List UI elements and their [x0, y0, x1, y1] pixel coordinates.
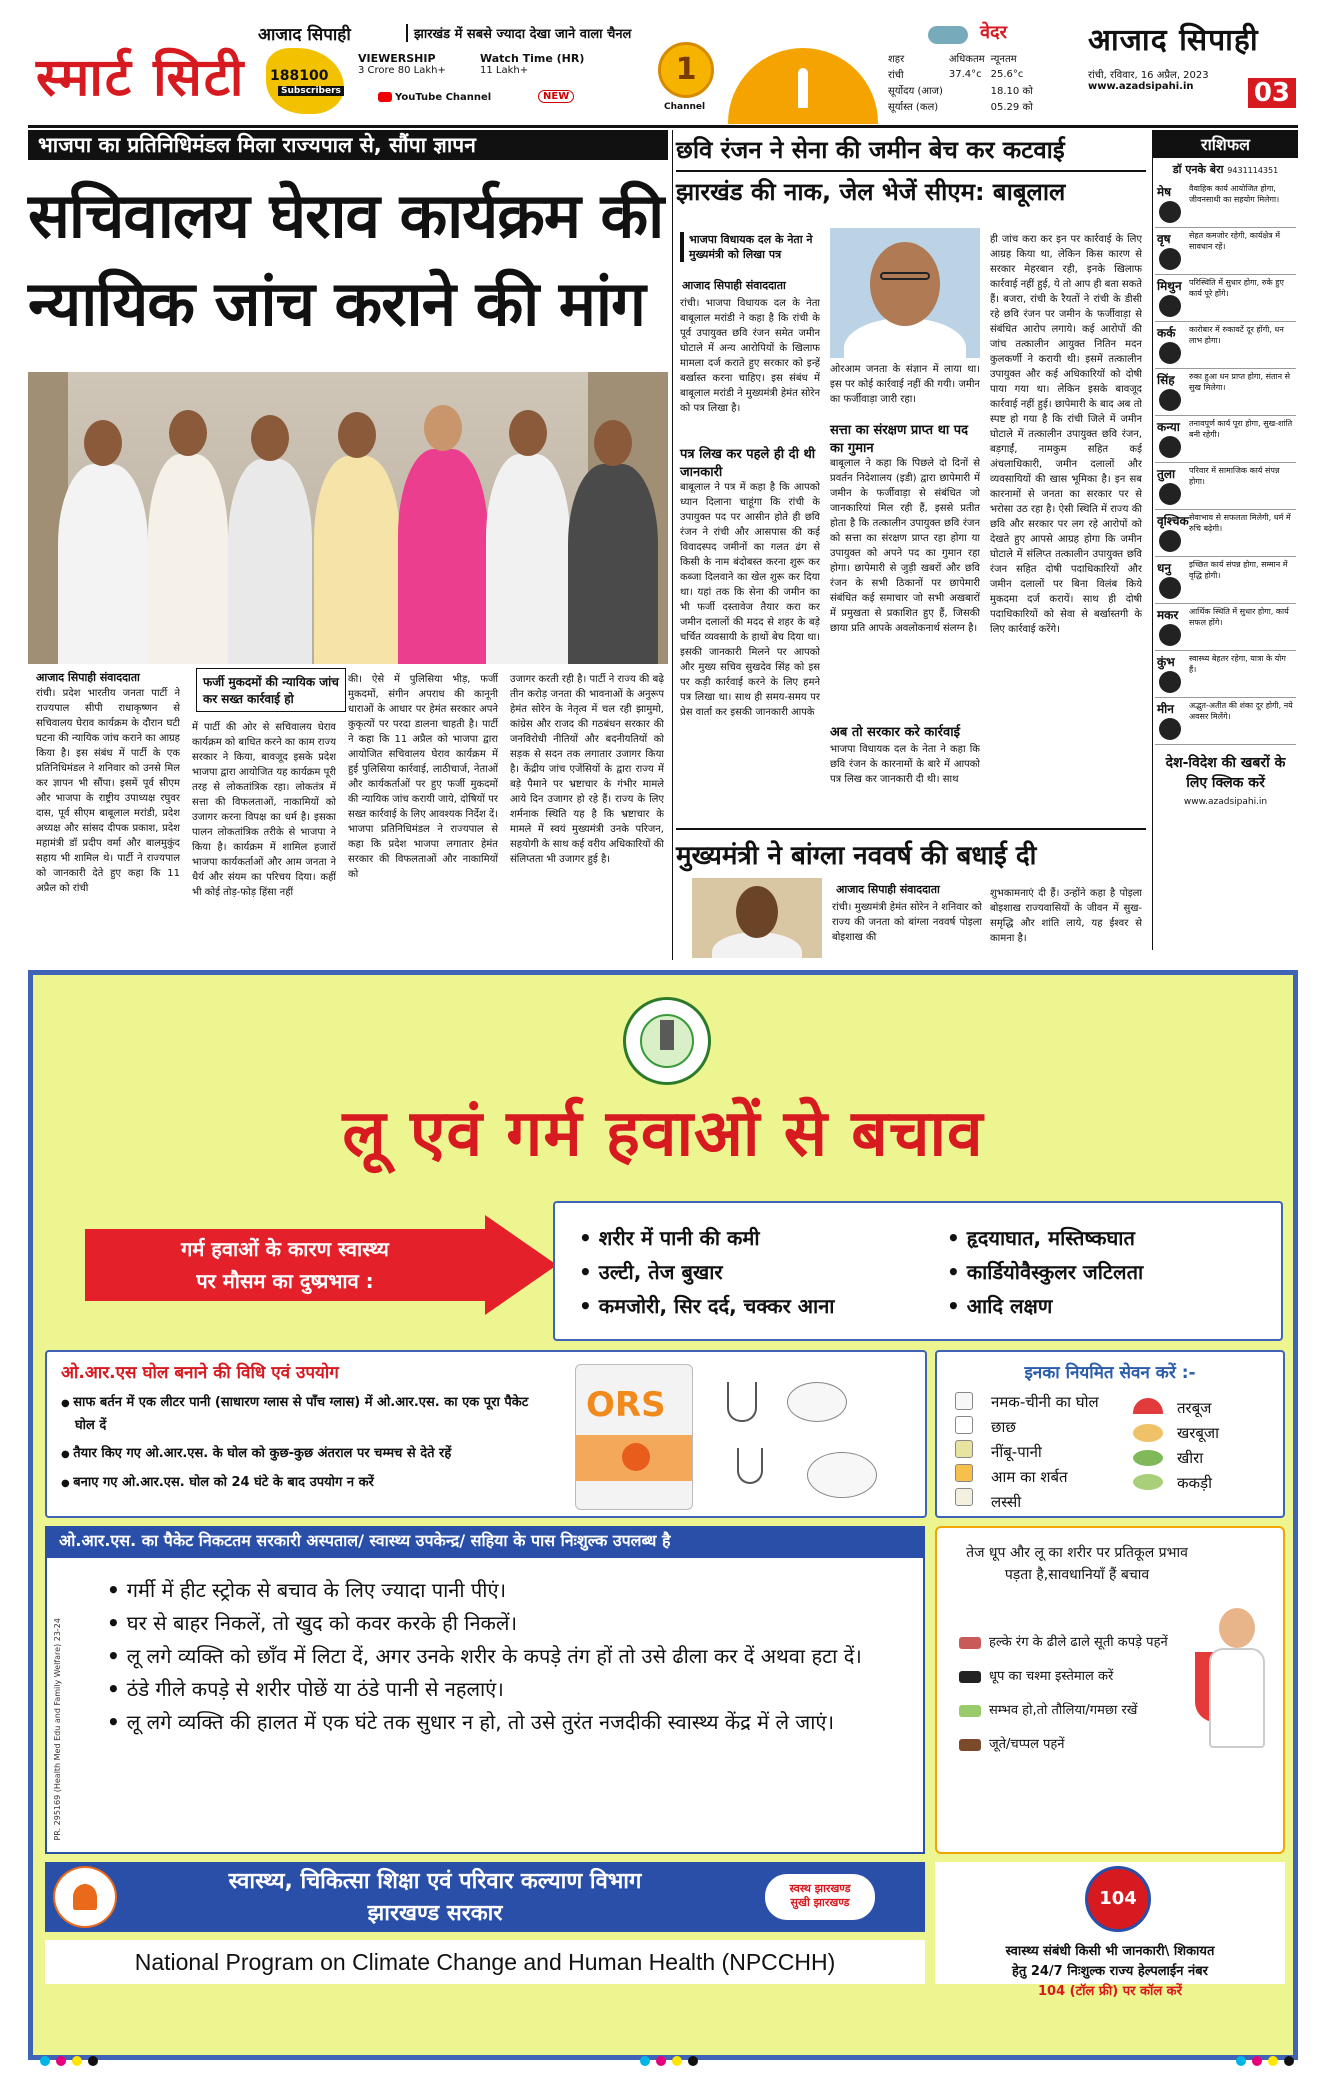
cm-column: शुभकामनाएं दी हैं। उन्होंने कहा है पोइला बोइशाख राज्यवासियों के जीवन में सुख-समृद्धि और शांति लाये, यह ईश्वर से कामना है। — [990, 888, 1142, 944]
sunset-time: 05.29 को — [990, 102, 1033, 113]
registration-mark — [56, 2056, 66, 2066]
weather-title: वेदर — [980, 22, 1007, 43]
heatwave-advertisement — [28, 970, 1298, 2060]
subscribers-label: Subscribers — [278, 86, 344, 96]
buttermilk-icon — [955, 1416, 973, 1434]
weather-header: अधिकतम — [948, 54, 985, 65]
center-column: भाजपा विधायक दल के नेता ने कहा कि छवि रंजन के कारनामों के बारे में आपको पत्र लिख कर जानकारी दी थी। साथ — [830, 744, 980, 785]
jar-icon — [955, 1392, 973, 1410]
delegation-photo — [28, 372, 668, 664]
sun-tip-text: जूते/चप्पल पहनें — [989, 1737, 1065, 1752]
rashi-text: कारोबार में रुकावटें दूर होंगी, धन लाभ होगा। — [1189, 325, 1284, 345]
ors-step: ● साफ बर्तन में एक लीटर पानी (साधारण ग्लास से पाँच ग्लास) में ओ.आर.एस. का एक पूरा पैकेट घोल दें — [61, 1392, 531, 1437]
arrow-line-1: गर्म हवाओं के कारण स्वास्थ्य — [181, 1237, 389, 1261]
rashifal-author — [1153, 162, 1298, 177]
babulal-photo — [830, 228, 980, 358]
rashi-text: तनावपूर्ण कार्य पूरा होगा, सुख-शांति बनी रहेगी। — [1189, 419, 1293, 439]
sun-tip-text: हल्के रंग के ढीले ढाले सूती कपड़े पहनें — [989, 1635, 1168, 1650]
zodiac-icon — [1159, 295, 1181, 317]
diet-right-list — [1177, 1396, 1219, 1496]
helpline-line-1: स्वास्थ्य संबंधी किसी भी जानकारी\ शिकायत — [1005, 1944, 1215, 1959]
ridge-cucumber-icon — [1133, 1474, 1163, 1490]
shoe-icon — [959, 1739, 981, 1751]
nhm-logo-icon — [53, 1866, 117, 1928]
story-byline: आजाद सिपाही संवाददाता — [36, 671, 140, 684]
rashi-sign: मीन — [1157, 702, 1174, 716]
effects-arrow — [85, 1215, 561, 1315]
rashi-sign: तुला — [1157, 467, 1176, 481]
registration-mark — [656, 2056, 666, 2066]
rashi-text: आर्थिक स्थिति में सुधार होगा, कार्य सफल होंगे। — [1189, 607, 1289, 627]
symptoms-box — [553, 1201, 1283, 1341]
weather-city: रांची — [888, 70, 904, 81]
rashi-sign: कुंभ — [1157, 655, 1175, 669]
diet-item: नींबू-पानी — [991, 1443, 1042, 1461]
story-column: में पार्टी की ओर से सचिवालय घेराव कार्यक्रम को बाधित करने का काम राज्य सरकार ने किया, बावजूद इसके प्रदेश भाजपा द्वारा आयोजित यह कार्यक्रम पूरी तरह से लोकतांत्रिक रहा। लोकतंत्र में सत्ता की विफलताओं, नाकामियों को उजागर करना विपक्ष का धर्म है। इसका पालन लोकतांत्रिक तरीके से भाजपा ने किया है। कार्यक्रम में शामिल हजारों भाजपा कार्यकर्ताओं और आम जनता ने धैर्य और संयम का परिचय दिया। कहीं भी कोई तोड़-फोड़ हिंसा नहीं — [192, 722, 336, 898]
sun-tip-item — [959, 1626, 1168, 1660]
watermelon-icon — [1133, 1398, 1163, 1414]
rashi-item — [1155, 698, 1296, 745]
symptom-item: • कार्डियोवैस्कुलर जटिलता — [947, 1255, 1143, 1289]
section-title: स्मार्ट सिटी — [36, 48, 246, 108]
arrow-line-2: पर मौसम का दुष्प्रभाव : — [196, 1269, 374, 1293]
department-line-2: झारखण्ड सरकार — [367, 1901, 503, 1926]
tip-item: • घर से बाहर निकलें, तो खुद को कवर करके ही निकलें। — [107, 1607, 907, 1640]
ors-step: ● तैयार किए गए ओ.आर.एस. के घोल को कुछ-कुछ अंतराल पर चम्मच से देते रहें — [61, 1443, 531, 1466]
department-strip — [45, 1862, 925, 1932]
center-headline-line-1: छवि रंजन ने सेना की जमीन बेच कर कटवाई — [676, 130, 1146, 172]
bowl-spoon-icon — [807, 1452, 877, 1498]
rank-caption: Channel — [664, 102, 706, 112]
rashifal-list — [1153, 181, 1298, 745]
weather-header: शहर — [888, 54, 905, 65]
rashi-text: अद्भुत-अतीत की शंका दूर होगी, नये अवसर मिलेंगे। — [1189, 701, 1293, 721]
registration-mark — [1284, 2056, 1294, 2066]
rashi-sign: वृष — [1157, 232, 1171, 246]
mango-drink-icon — [955, 1464, 973, 1482]
diet-item: आम का शर्बत — [991, 1468, 1068, 1486]
bowl-icon — [787, 1382, 847, 1422]
subscribers-count: 188100 — [270, 68, 329, 84]
channel-name: आजाद सिपाही — [258, 25, 351, 45]
zodiac-icon — [1159, 342, 1181, 364]
diet-item: लस्सी — [991, 1493, 1022, 1511]
tip-item: • ठंडे गीले कपड़े से शरीर पोछें या ठंडे पानी से नहलाएं। — [107, 1673, 907, 1706]
viewership-stat — [358, 52, 446, 76]
jharkhand-emblem-icon — [623, 997, 711, 1085]
swasth-jharkhand-logo — [765, 1874, 875, 1920]
center-headline — [676, 130, 1146, 212]
glass-icon — [727, 1382, 757, 1422]
helpline-line-2: हेतु 24/7 निःशुल्क राज्य हेल्पलाईन नंबर — [1012, 1964, 1208, 1979]
zodiac-icon — [1159, 483, 1181, 505]
center-subhead: सत्ता का संरक्षण प्राप्त था पद का गुमान — [830, 423, 969, 456]
center-byline: आजाद सिपाही संवाददाता — [682, 279, 786, 292]
rashi-item — [1155, 604, 1296, 651]
center-subhead: पत्र लिख कर पहले ही दी थी जानकारी — [680, 447, 816, 480]
ors-packet-icon — [575, 1364, 693, 1510]
channel-tagline: झारखंड में सबसे ज्यादा देखा जाने वाला चैनल — [406, 24, 631, 42]
department-name — [125, 1866, 745, 1930]
shirt-icon — [959, 1637, 981, 1649]
rank-number: 1 — [675, 52, 697, 87]
masthead — [28, 18, 1298, 128]
sun-tip-text: धूप का चश्मा इस्तेमाल करें — [989, 1669, 1114, 1684]
rashi-item — [1155, 181, 1296, 228]
zodiac-icon — [1159, 577, 1181, 599]
rashi-text: सेहत कमजोर रहेगी, कार्यक्षेत्र में सावधान रहें। — [1189, 231, 1281, 251]
rashi-item — [1155, 369, 1296, 416]
sunset-label: सूर्यास्त (कल) — [888, 102, 939, 113]
symptom-item: • आदि लक्षण — [947, 1289, 1143, 1323]
cm-byline: आजाद सिपाही संवाददाता — [836, 883, 940, 896]
symptom-item: • हृदयाघात, मस्तिष्कघात — [947, 1221, 1143, 1255]
tip-item: • लू लगे व्यक्ति की हालत में एक घंटे तक सुधार न हो, तो उसे तुरंत नजदीकी स्वास्थ्य केंद्र में ले जाएं। — [107, 1706, 907, 1739]
ors-heading: ओ.आर.एस घोल बनाने की विधि एवं उपयोग — [61, 1363, 339, 1383]
registration-mark — [88, 2056, 98, 2066]
tip-item: • लू लगे व्यक्ति को छाँव में लिटा दें, अगर उनके शरीर के कपड़े तंग हों तो उसे ढीला कर दें अथवा हटा दें। — [107, 1640, 907, 1673]
rashi-text: सेवाभाव से सफलता मिलेगी, धर्म में रुचि बढ़ेगी। — [1189, 513, 1291, 533]
symptom-item: • शरीर में पानी की कमी — [579, 1221, 834, 1255]
center-column: बाबूलाल ने पत्र में कहा है कि आपको ध्यान दिलाना चाहूंगा कि रांची के उपायुक्त पद पर आसीन होते ही छवि रंजन ने रांची और आसपास की कई विवादस्पद जमीनों का गलत ढंग से किसी के नाम बंदोबस्त करना शुरू कर कब्जा दिलवाने का खेल शुरू कर दिया था। यहां तक कि सेना की जमीन का भी फर्जी दस्तावेज तैयार करा कर जमीन दलालों की मदद से शहर के बड़े चर्चित व्यवसायी के हाथों बेच दिया था। इसकी जानकारी मिलने पर आपको और मुख्य सचिव सुखदेव सिंह को इस पर कड़ी कार्रवाई करने के लिए हमने पत्र लिखा था। साथ ही समय-समय पर प्रेस वार्ता कर इसकी जानकारी आपके — [680, 482, 820, 718]
rashi-item — [1155, 228, 1296, 275]
rashi-item — [1155, 557, 1296, 604]
weather-min: 25.6°c — [990, 68, 1024, 80]
rashi-item — [1155, 510, 1296, 557]
registration-mark — [1252, 2056, 1262, 2066]
center-subhead: अब तो सरकार करे कार्रवाई — [830, 725, 960, 740]
youtube-label: YouTube Channel — [395, 92, 492, 103]
rashi-text: परिवार में सामाजिक कार्य संपन्न होगा। — [1189, 466, 1280, 486]
ad-title: लू एवं गर्म हवाओं से बचाव — [342, 1097, 984, 1171]
tips-box — [45, 1556, 925, 1854]
page-number: 03 — [1248, 78, 1296, 108]
youtube-link[interactable] — [378, 92, 491, 103]
center-column: ही जांच करा कर इन पर कार्रवाई के लिए आग्रह किया था, लेकिन किस कारण से सरकार मेहरबान रही, इनके खिलाफ कार्रवाई नहीं हुई, ये तो आप ही बता सकते हैं। बजरा, रांची के रैयतों ने रांची के डीसी रहे छवि रंजन पर जमीन के फर्जीवाड़ा से संबंधित आरोप लगाये। कई आरोपों की जांच तत्कालीन आयुक्त नितिन मदन कुलकर्णी ने करायी थी। इसमें तत्कालीन उपायुक्त और कई अधिकारियों को दोषी पाया गया था। लेकिन इसके बावजूद कार्रवाई नहीं हुई। छापेमारी के बाद अब तो स्पष्ट हो गया है कि रांची जिले में जमीन घोटाले में तत्कालीन उपायुक्त छवि रंजन, बड़गाईं, नामकुम सहित कई अंचलाधिकारी, जमीन दलालों और व्यवसायियों की खास भूमिका है। इन सब कारनामों से जनता का सरकार पर से भरोसा उठ रहा है। ऐसी स्थिति में राज्य की छवि और सरकार पर लग रहे आरोपों को देखते हुए आपसे आग्रह होगा कि जमीन घोटाले में संलिप्त तत्कालीन उपायुक्त छवि रंजन सहित दोषी पदाधिकारियों और जमीन दलालों पर बिना विलंब किये मुकदमा दर्ज करायें। साथ ही दोषी पदाधिकारियों को सेवा से बर्खास्तगी के लिए कार्रवाई करेंगे। — [990, 234, 1142, 635]
story-kicker: भाजपा का प्रतिनिधिमंडल मिला राज्यपाल से, सौंपा ज्ञापन — [28, 130, 668, 160]
diet-box — [935, 1350, 1285, 1518]
zodiac-icon — [1159, 530, 1181, 552]
department-line-1: स्वास्थ्य, चिकित्सा शिक्षा एवं परिवार कल्याण विभाग — [228, 1869, 642, 1894]
registration-mark — [72, 2056, 82, 2066]
viewership-label: VIEWERSHIP — [358, 52, 436, 65]
zodiac-icon — [1159, 389, 1181, 411]
sunrise-time: 18.10 को — [990, 86, 1033, 97]
promo-url[interactable]: www.azadsipahi.in — [1183, 797, 1268, 807]
diet-heading: इनका नियमित सेवन करें :- — [1024, 1363, 1196, 1383]
ors-steps — [61, 1392, 531, 1501]
rashifal-title: राशिफल — [1153, 130, 1298, 158]
sun-precautions-box — [935, 1526, 1285, 1854]
rashi-item — [1155, 416, 1296, 463]
rashi-sign: मकर — [1157, 608, 1179, 622]
diet-left-list — [991, 1390, 1099, 1515]
registration-mark — [1236, 2056, 1246, 2066]
cm-headline: मुख्यमंत्री ने बांग्ला नववर्ष की बधाई दी — [676, 828, 1146, 872]
diet-item: नमक-चीनी का घोल — [991, 1393, 1099, 1411]
rashi-item — [1155, 275, 1296, 322]
center-column: बाबूलाल ने कहा कि पिछले दो दिनों से प्रवर्तन निदेशालय (इडी) द्वारा छापेमारी में जमीन के फर्जीवाड़ा से संबंधित जो जानकारियां मिल रही हैं, इससे प्रतीत होता है कि तत्कालीन उपायुक्त छवि रंजन को सत्ता का संरक्षण प्राप्त रहा होगा या उपायुक्त को अपने पद का गुमान रहा होगा। छापेमारी से जुड़ी खबरों और छवि रंजन के सभी ठिकानों पर छापेमारी संबंधित कई समाचार जो सभी अखबारों में प्रमुखता से प्रकाशित हुए हैं, जिसकी छाया प्रति आपके अवलोकनार्थ संलग्न है। — [830, 458, 980, 634]
jharkhand-map-icon — [266, 48, 344, 114]
rashi-item — [1155, 651, 1296, 698]
diet-item: तरबूज — [1177, 1399, 1212, 1417]
website-link[interactable]: www.azadsipahi.in — [1088, 81, 1194, 92]
rashi-text: रुका हुआ धन प्राप्त होगा, संतान से सुख मिलेगा। — [1189, 372, 1291, 392]
story-column: की। ऐसे में पुलिसिया भीड़, फर्जी मुकदमों, संगीन अपराध की कानूनी धाराओं के आधार पर हेमंत सरकार अपने कुकृत्यों पर परदा डालना चाहती है। पार्टी ने कहा कि 11 अप्रैल को भाजपा द्वारा आयोजित सचिवालय घेराव कार्यक्रम में हुई पुलिसिया कार्रवाई, लाठीचार्ज, नेताओं और कार्यकर्ताओं पर हुए फर्जी मुकदमों की न्यायिक जांच करायी जाये, दोषियों पर सख्त कार्रवाई के लिए आवश्यक निर्देश दें। भाजपा प्रतिनिधिमंडल ने राज्यपाल से कहा कि प्रदेश भाजपा लगातार हेमंत सरकार की विफलताओं और नाकामियों को — [348, 674, 498, 880]
jh-logo-line-2: सुखी झारखण्ड — [790, 1896, 850, 1909]
youtube-icon — [378, 92, 392, 102]
lemon-water-icon — [955, 1440, 973, 1458]
rashi-sign: मिथुन — [1157, 279, 1182, 293]
diet-item: खरबूजा — [1177, 1424, 1219, 1442]
zodiac-icon — [1159, 201, 1181, 223]
center-column: ओरआम जनता के संज्ञान में लाया था। इस पर कोई कार्रवाई नहीं की गयी। जमीन का फर्जीवाड़ा जारी रहा। — [830, 364, 980, 405]
sun-tip-item — [959, 1728, 1168, 1762]
watch-time-stat — [480, 52, 584, 76]
registration-mark — [672, 2056, 682, 2066]
center-headline-line-2: झारखंड की नाक, जेल भेजें सीएम: बाबूलाल — [676, 178, 1066, 206]
pen-sun-logo-icon — [728, 48, 878, 124]
cucumber-icon — [1133, 1450, 1163, 1466]
sun-heading: तेज धूप और लू का शरीर पर प्रतिकूल प्रभाव पड़ता है,सावधानियाँ हैं बचाव — [966, 1545, 1188, 1583]
sun-tip-text: सम्भव हो,तो तौलिया/गमछा रखें — [989, 1703, 1138, 1718]
cm-column: रांची। मुख्यमंत्री हेमंत सोरेन ने शनिवार को राज्य की जनता को बांग्ला नववर्ष पोइला बोइशाख की — [832, 902, 982, 943]
sun-tip-item — [959, 1660, 1168, 1694]
ors-pack-label: ORS — [586, 1385, 666, 1425]
rashi-item — [1155, 463, 1296, 510]
paper-name: आजाद सिपाही — [1088, 23, 1259, 58]
dateline: रांची, रविवार, 16 अप्रैल, 2023 — [1088, 70, 1209, 81]
author-name: डॉ एनके बेरा — [1172, 163, 1224, 176]
registration-mark — [640, 2056, 650, 2066]
sun-tips-list — [959, 1626, 1168, 1762]
rashi-text: स्वास्थ्य बेहतर रहेगा, यात्रा के योग हैं। — [1189, 654, 1286, 674]
release-number: PR. 295169 (Health Med Edu and Family Welfare) 23-24 — [53, 1618, 62, 1841]
watch-time-value: 11 Lakh+ — [480, 65, 529, 76]
diet-item: ककड़ी — [1177, 1474, 1212, 1492]
helpline-text — [945, 1942, 1275, 2002]
weather-max: 37.4°c — [948, 68, 982, 80]
doctor-illustration-icon — [1205, 1608, 1271, 1758]
rashi-sign: कर्क — [1157, 326, 1176, 340]
tip-item: • गर्मी में हीट स्ट्रोक से बचाव के लिए ज्यादा पानी पीएं। — [107, 1574, 907, 1607]
registration-mark — [40, 2056, 50, 2066]
column-divider — [672, 130, 673, 960]
diet-item: खीरा — [1177, 1449, 1204, 1467]
weather-header: न्यूनतम — [990, 54, 1017, 65]
helpline-box — [935, 1862, 1285, 1999]
news-click-promo[interactable]: देश-विदेश की खबरों के लिए क्लिक करें — [1165, 755, 1286, 791]
cm-photo — [692, 878, 822, 958]
cloud-icon — [928, 26, 968, 44]
rashi-sign: सिंह — [1157, 373, 1175, 387]
rashi-text: परिस्थिति में सुधार होगा, रुके हुए कार्य पूरे होंगे। — [1189, 278, 1284, 298]
headline-line-2: न्यायिक जांच कराने की मांग — [28, 267, 645, 340]
ors-box — [45, 1350, 927, 1518]
new-badge: NEW — [538, 90, 574, 103]
registration-mark — [1268, 2056, 1278, 2066]
ors-step: ● बनाए गए ओ.आर.एस. घोल को 24 घंटे के बाद उपयोग न करें — [61, 1472, 531, 1495]
jh-logo-line-1: स्वस्थ झारखण्ड — [789, 1882, 851, 1895]
free-ors-bar: ओ.आर.एस. का पैकेट निकटतम सरकारी अस्पताल/ स्वास्थ्य उपकेन्द्र/ सहिया के पास निःशुल्क उपलब्ध है — [45, 1526, 925, 1556]
helpline-104-icon: 104 — [1085, 1866, 1151, 1932]
symptom-item: • उल्टी, तेज बुखार — [579, 1255, 834, 1289]
story-column: उजागर करती रही है। पार्टी ने राज्य की बढ़े तीन करोड़ जनता की भावनाओं के अनुरूप हेमंत सोरेन के नेतृत्व में चल रही झामुमो, कांग्रेस और राजद की गठबंधन सरकार की जनविरोधी नीतियों और बदनीयतियों को सड़क से सदन तक लगातार उजागर किया है। केंद्रीय जांच एजेंसियों के द्वारा राज्य में बड़े पैमाने पर भ्रष्टाचार के गंभीर मामले आये दिन उजागर हो रहे हैं। राज्य के लिए शर्मनाक स्थिति यह है कि भ्रष्टाचार के मामले में स्वयं मुख्यमंत्री उनके परिजन, सहयोगी के साथ कई वरीय अधिकारियों की संलिप्तता भी उजागर हुई है। — [510, 674, 664, 865]
center-note: भाजपा विधायक दल के नेता ने मुख्यमंत्री को लिखा पत्र — [680, 232, 820, 262]
story-headline — [28, 172, 668, 348]
zodiac-icon — [1159, 624, 1181, 646]
symptoms-left-list — [579, 1221, 834, 1323]
glass-icon — [737, 1448, 763, 1484]
zodiac-icon — [1159, 671, 1181, 693]
rank-badge-icon — [658, 42, 714, 98]
zodiac-icon — [1159, 718, 1181, 740]
channel-promo[interactable] — [258, 22, 728, 120]
rashi-sign: वृश्चिक — [1157, 514, 1189, 528]
center-column: रांची। भाजपा विधायक दल के नेता बाबूलाल मरांडी ने कहा है कि रांची के पूर्व उपायुक्त छवि रंजन समेत जमीन घोटाले में अन्य आरोपियों के खिलाफ मामला दर्ज कराते हुए सरकार को इन्हें बर्खास्त करना चाहिए। इस संबंध में बाबूलाल मरांडी ने मुख्यमंत्री हेमंत सोरेन को पत्र लिखा है। — [680, 298, 820, 414]
story-subhead: फर्जी मुकदमों की न्यायिक जांच कर सख्त कार्रवाई हो — [196, 668, 346, 712]
tips-list — [107, 1574, 907, 1739]
program-name: National Program on Climate Change and Human Health (NPCCHH) — [45, 1940, 925, 1984]
registration-mark — [688, 2056, 698, 2066]
rashifal-panel — [1152, 130, 1298, 950]
weather-table — [888, 50, 1039, 114]
watch-time-label: Watch Time (HR) — [480, 52, 585, 65]
muskmelon-icon — [1133, 1424, 1163, 1442]
sun-tip-item — [959, 1694, 1168, 1728]
symptoms-right-list — [947, 1221, 1143, 1323]
diet-item: छाछ — [991, 1418, 1016, 1436]
viewership-value: 3 Crore 80 Lakh+ — [358, 65, 446, 76]
towel-icon — [959, 1705, 981, 1717]
sunglasses-icon — [959, 1671, 981, 1683]
lassi-icon — [955, 1488, 973, 1506]
symptom-item: • कमजोरी, सिर दर्द, चक्कर आना — [579, 1289, 834, 1323]
zodiac-icon — [1159, 248, 1181, 270]
rashi-text: वैवाहिक कार्य आयोजित होगा, जीवनसाथी का सहयोग मिलेगा। — [1189, 184, 1280, 204]
story-column: रांची। प्रदेश भारतीय जनता पार्टी ने राज्यपाल सीपी राधाकृष्णन से सचिवालय घेराव कार्यक्रम के दौरान घटी घटना की न्यायिक जांच कराने का आग्रह किया है। इस संबंध में पार्टी के एक प्रतिनिधिमंडल ने शनिवार को उनसे मिल कर ज्ञापन भी सौंपा। इसमें पूर्व सीएम और भाजपा के राष्ट्रीय उपाध्यक्ष रघुवर दास, पूर्व सीएम बाबूलाल मरांडी, प्रदेश अध्यक्ष और सांसद दीपक प्रकाश, प्रदेश महामंत्री डॉ प्रदीप वर्मा और बालमुकुंद सहाय भी शामिल थे। पार्टी ने राज्यपाल को जानकारी देते हुए कहा कि 11 अप्रैल को रांची — [36, 688, 180, 894]
sunrise-label: सूर्योदय (आज) — [888, 86, 943, 97]
rashi-sign: कन्या — [1157, 420, 1180, 434]
zodiac-icon — [1159, 436, 1181, 458]
rashi-item — [1155, 322, 1296, 369]
helpline-line-3: 104 (टॉल फ्री) पर कॉल करें — [1038, 1984, 1182, 1999]
weather-box — [888, 20, 1088, 124]
author-phone: 9431114351 — [1227, 166, 1279, 175]
rashi-text: इच्छित कार्य संपन्न होगा, सम्मान में वृद्धि होगी। — [1189, 560, 1288, 580]
headline-line-1: सचिवालय घेराव कार्यक्रम की — [28, 179, 664, 252]
paper-title-box — [1088, 18, 1298, 122]
rashi-sign: मेष — [1157, 185, 1172, 199]
rashi-sign: धनु — [1157, 561, 1172, 575]
